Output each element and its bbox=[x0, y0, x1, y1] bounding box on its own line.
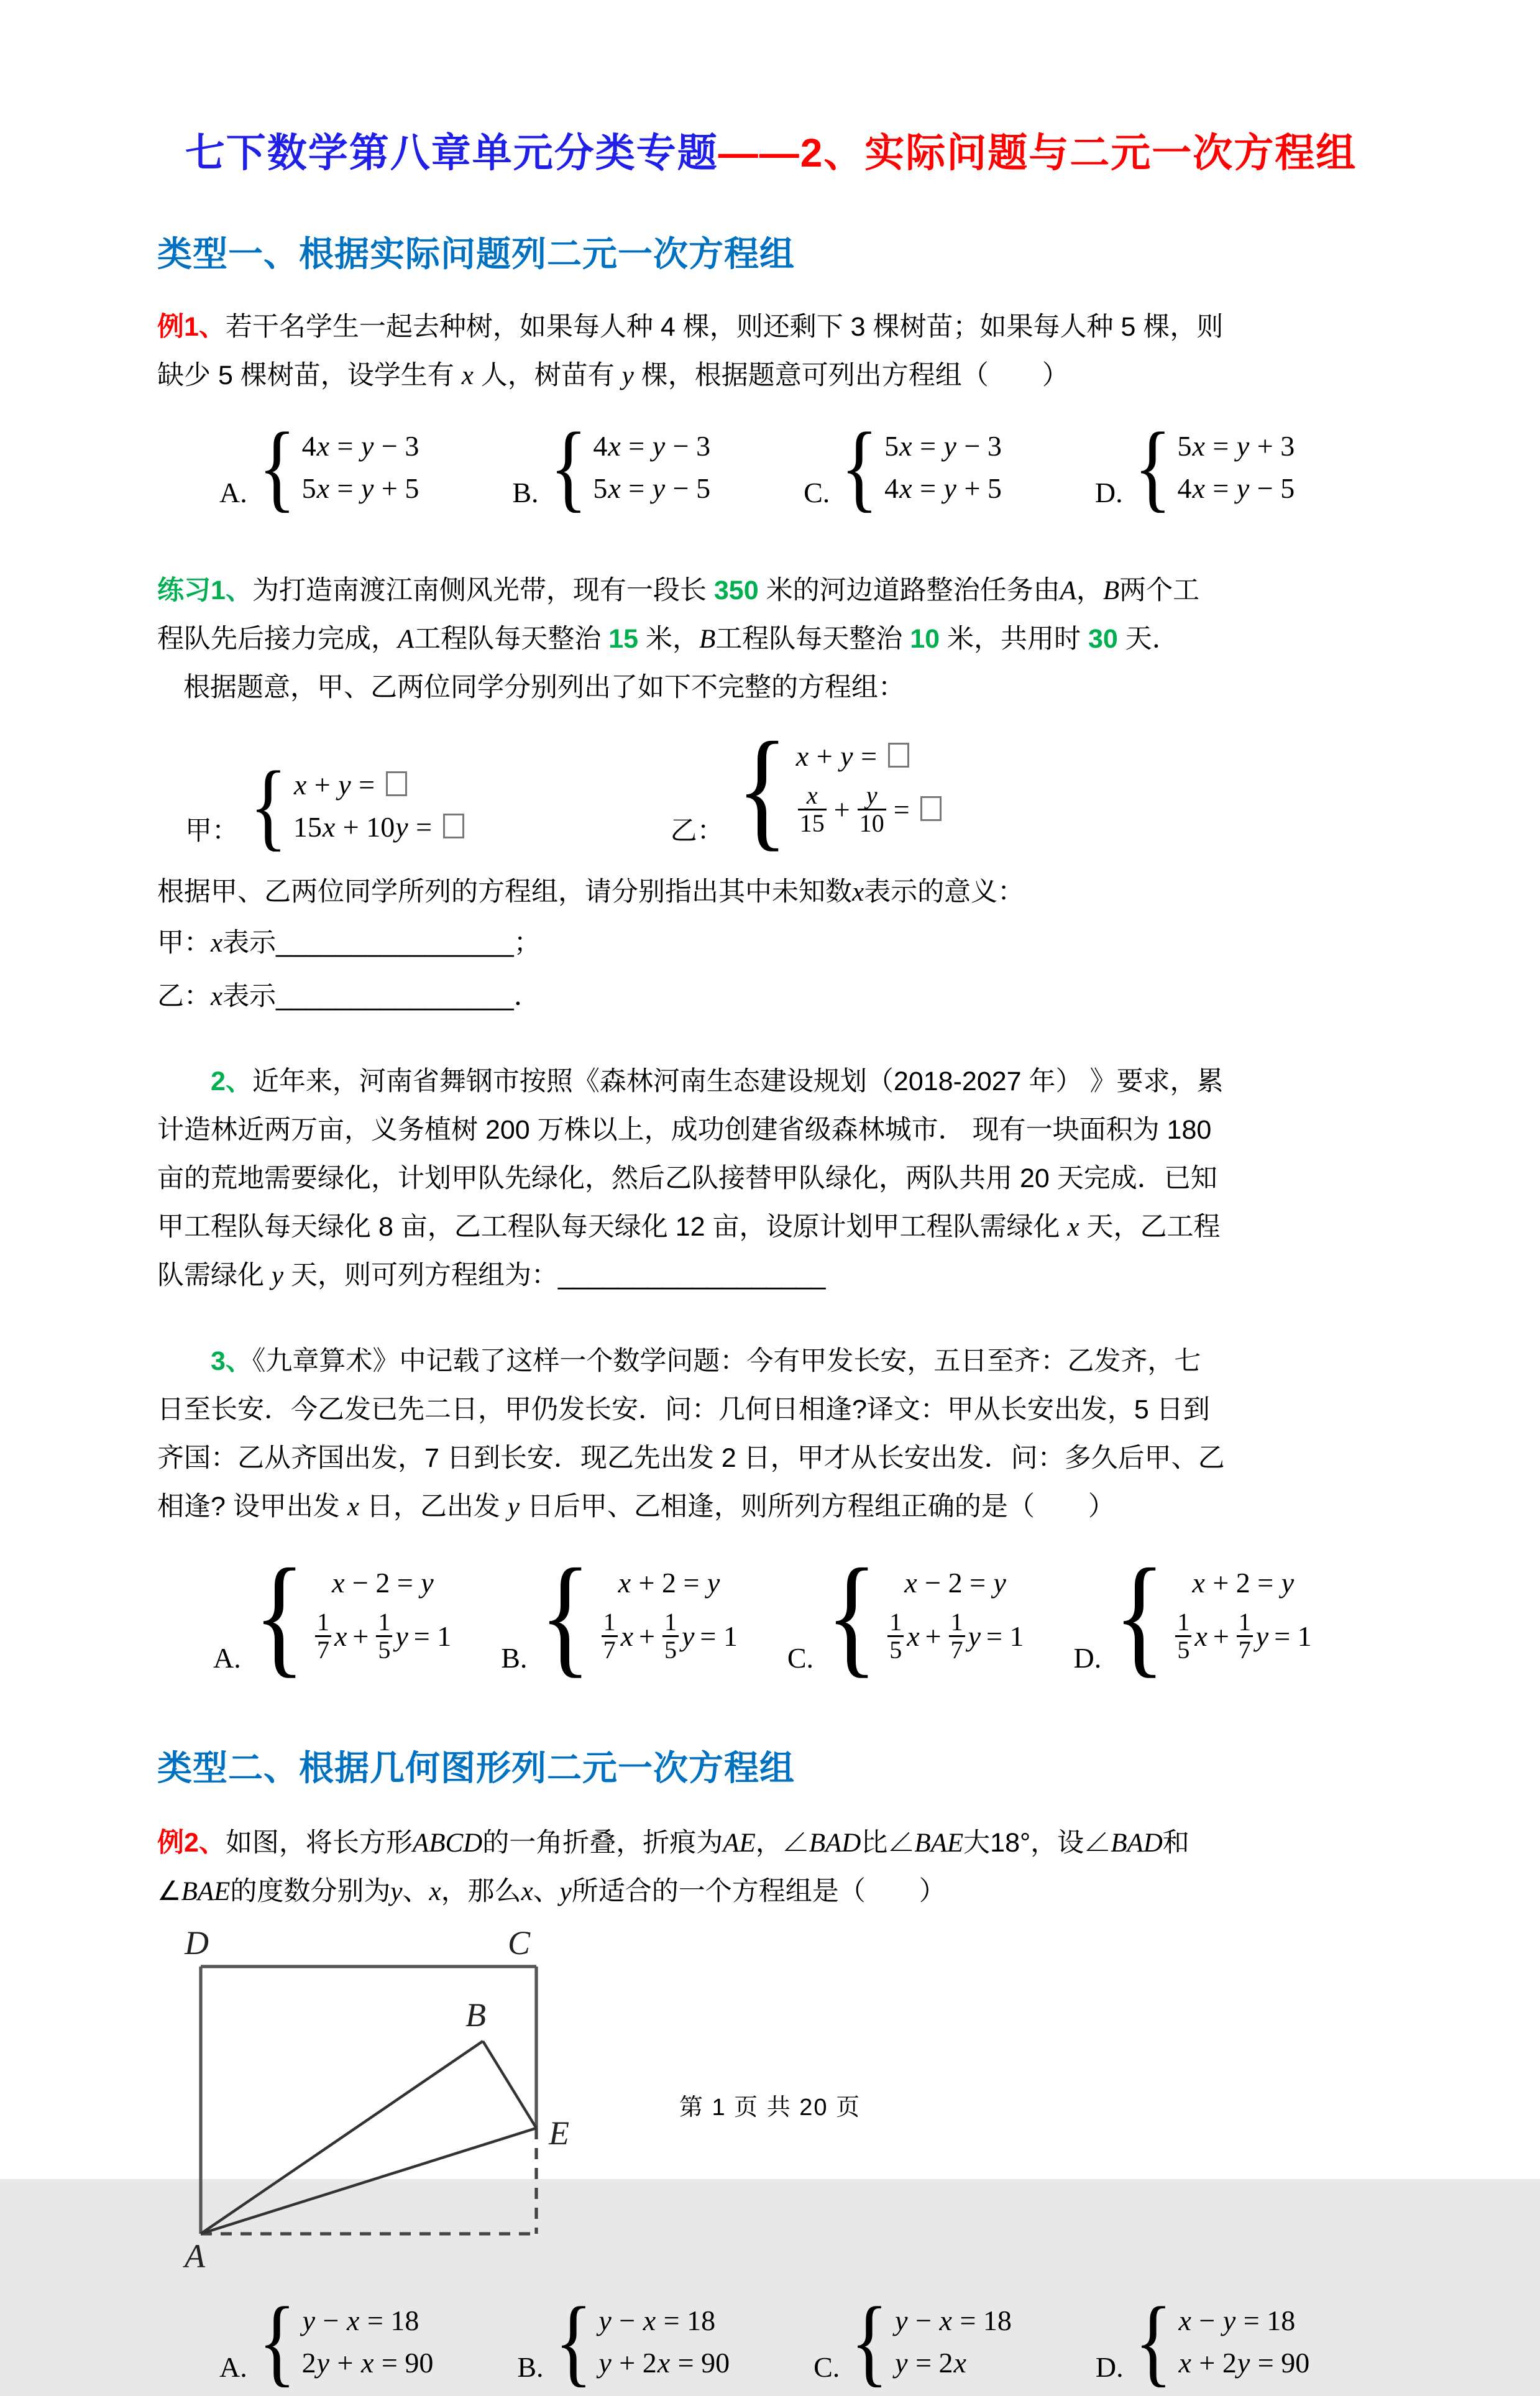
option-label: D. bbox=[1073, 1642, 1102, 1674]
text-line: 例1、若干名学生一起去种树，如果每人种 4 棵，则还剩下 3 棵树苗；如果每人种 5 棵，则 bbox=[157, 312, 1224, 342]
text-line: 亩的荒地需要绿化，计划甲队先绿化，然后乙队接替甲队绿化，两队共用 20 天完成．已知 bbox=[157, 1164, 1217, 1193]
fraction: $\frac{1}{5}$ bbox=[887, 1609, 904, 1663]
option-a bbox=[213, 1541, 452, 1689]
vertex-label-e: E bbox=[549, 2114, 569, 2152]
equation: 15x + 10y = bbox=[293, 811, 465, 843]
answer-blanks bbox=[157, 916, 1385, 1023]
option-label: C. bbox=[804, 477, 830, 508]
text-line: 队需绿化 y 天，则可列方程组为：__________________ bbox=[157, 1260, 826, 1290]
equation: x − 2 = y bbox=[904, 1567, 1006, 1599]
brace-glyph: { bbox=[1134, 413, 1171, 521]
text-line: 计造林近两万亩，义务植树 200 万株以上，成功创建省级森林城市． 现有一块面积为 180 bbox=[157, 1115, 1212, 1145]
option-label: A. bbox=[213, 1642, 241, 1674]
text-line: 相逢? 设甲出发 x 日，乙出发 y 日后甲、乙相逢，则所列方程组正确的是（ ） bbox=[157, 1492, 1115, 1522]
yi-answer-blank: 乙：x表示________________． bbox=[157, 981, 541, 1011]
option-c bbox=[804, 413, 1002, 521]
example2-options bbox=[219, 2287, 1385, 2396]
followup-text bbox=[157, 868, 1385, 916]
fraction: $\frac{x}{15}$ bbox=[798, 783, 827, 837]
fraction: $\frac{1}{7}$ bbox=[1237, 1609, 1253, 1663]
text-line: 日至长安．今乙发已先二日，甲仍发长安．问：几何日相逢?译文：甲从长安出发，5 日到 bbox=[157, 1395, 1210, 1425]
equation-with-fractions: $\frac{1}{5}$ x + $\frac{1}{7}$ y = 1 bbox=[1173, 1609, 1311, 1663]
text-line: ∠BAE的度数分别为y、x，那么x、y所适合的一个方程组是（ ） bbox=[157, 1876, 946, 1906]
text-line: 根据甲、乙两位同学所列的方程组，请分别指出其中未知数x表示的意义： bbox=[157, 877, 1025, 907]
brace-glyph: { bbox=[249, 751, 288, 860]
page-title bbox=[157, 121, 1385, 178]
vertex-label-c: C bbox=[508, 1924, 531, 1962]
equation: 4x = y + 5 bbox=[884, 472, 1002, 504]
brace-glyph: { bbox=[554, 2287, 592, 2396]
example1-options bbox=[219, 413, 1385, 521]
option-b bbox=[501, 1541, 738, 1689]
equation: x + y = bbox=[795, 740, 943, 773]
jia-system bbox=[185, 751, 465, 860]
brace-glyph: { bbox=[850, 2287, 889, 2396]
text-line: 2、近年来，河南省舞钢市按照《森林河南生态建设规划（2018-2027 年） 》要求，累 bbox=[211, 1067, 1224, 1096]
yi-label: 乙： bbox=[670, 816, 724, 846]
equation: y − x = 18 bbox=[598, 2305, 716, 2336]
section1-heading: 类型一、根据实际问题列二元一次方程组 bbox=[157, 234, 795, 273]
option-label: D. bbox=[1095, 2351, 1124, 2383]
brace-glyph: { bbox=[258, 413, 296, 521]
equation: y + 2x = 90 bbox=[598, 2347, 730, 2379]
equation-with-fractions: $\frac{1}{5}$ x + $\frac{1}{7}$ y = 1 bbox=[885, 1609, 1024, 1663]
option-d bbox=[1095, 2287, 1310, 2396]
question3-options bbox=[213, 1541, 1385, 1689]
equation-with-fractions: $\frac{1}{7}$ x + $\frac{1}{5}$ y = 1 bbox=[313, 1609, 451, 1663]
fraction: $\frac{1}{5}$ bbox=[662, 1609, 679, 1663]
page-number-footer: 第 1 页 共 20 页 bbox=[679, 2095, 861, 2121]
text-line: 程队先后接力完成，A工程队每天整治 15 米，B工程队每天整治 10 米，共用时 30 天． bbox=[157, 624, 1179, 654]
text-line: 缺少 5 棵树苗，设学生有 x 人，树苗有 y 棵，根据题意可列出方程组（ ） bbox=[157, 360, 1069, 390]
equation-with-fractions: $\frac{1}{7}$ x + $\frac{1}{5}$ y = 1 bbox=[599, 1609, 738, 1663]
question3-text bbox=[157, 1337, 1385, 1531]
yi-system bbox=[670, 714, 943, 863]
vertex-label-d: D bbox=[185, 1924, 209, 1962]
option-label: A. bbox=[219, 2351, 247, 2383]
brace-glyph: { bbox=[254, 1541, 305, 1689]
section2-heading: 类型二、根据几何图形列二元一次方程组 bbox=[157, 1748, 795, 1788]
fraction: $\frac{1}{5}$ bbox=[1175, 1609, 1191, 1663]
option-a bbox=[219, 413, 419, 521]
equation: 4x = y − 5 bbox=[1177, 472, 1295, 504]
equation: 5x = y + 3 bbox=[1177, 430, 1295, 462]
equation: 4x = y − 3 bbox=[593, 430, 711, 462]
title-red-part: ——2、实际问题与二元一次方程组 bbox=[718, 131, 1357, 175]
equation: 5x = y − 3 bbox=[884, 430, 1002, 462]
equation: y − x = 18 bbox=[302, 2305, 419, 2336]
question2-text bbox=[157, 1057, 1385, 1300]
equation: 4x = y − 3 bbox=[301, 430, 419, 462]
text-line: 齐国：乙从齐国出发，7 日到长安．现乙先出发 2 日，甲才从长安出发．问：多久后甲、乙 bbox=[157, 1443, 1225, 1473]
equation: y = 2x bbox=[895, 2347, 966, 2379]
equation: x + 2 = y bbox=[1192, 1567, 1295, 1599]
brace-glyph: { bbox=[736, 714, 788, 863]
equation: 2y + x = 90 bbox=[301, 2347, 434, 2379]
equation: x + y = bbox=[293, 769, 465, 801]
option-label: C. bbox=[814, 2351, 840, 2383]
brace-glyph: { bbox=[539, 1541, 592, 1689]
option-b bbox=[517, 2287, 730, 2396]
brace-glyph: { bbox=[549, 413, 587, 521]
text-line: 例2、如图，将长方形ABCD的一角折叠，折痕为AE，∠BAD比∠BAE大18°，设∠BAD和 bbox=[157, 1828, 1189, 1858]
equation: 5x = y − 5 bbox=[593, 472, 711, 504]
fraction: $\frac{1}{7}$ bbox=[949, 1609, 965, 1663]
equation: y − x = 18 bbox=[895, 2305, 1012, 2336]
equation: x − 2 = y bbox=[331, 1567, 434, 1599]
vertex-label-b: B bbox=[465, 1996, 486, 2034]
option-d bbox=[1073, 1541, 1312, 1689]
brace-glyph: { bbox=[840, 413, 879, 521]
brace-glyph: { bbox=[1134, 2287, 1172, 2396]
jia-answer-blank: 甲：x表示________________； bbox=[157, 928, 541, 958]
jia-label: 甲： bbox=[185, 816, 239, 846]
option-a bbox=[219, 2287, 434, 2396]
option-label: A. bbox=[219, 477, 247, 508]
practice1-text bbox=[157, 566, 1385, 712]
option-d bbox=[1094, 413, 1295, 521]
brace-glyph: { bbox=[258, 2287, 296, 2396]
option-label: B. bbox=[512, 477, 539, 508]
option-label: B. bbox=[501, 1642, 528, 1674]
fraction: $\frac{1}{5}$ bbox=[376, 1609, 392, 1663]
example1-text bbox=[157, 303, 1385, 400]
option-b bbox=[512, 413, 711, 521]
fraction: $\frac{1}{7}$ bbox=[602, 1609, 618, 1663]
fraction: $\frac{y}{10}$ bbox=[858, 783, 886, 837]
brace-glyph: { bbox=[1114, 1541, 1166, 1689]
fraction: $\frac{1}{7}$ bbox=[315, 1609, 331, 1663]
option-label: B. bbox=[517, 2351, 544, 2383]
text-line: 3、《九章算术》中记载了这样一个数学问题：今有甲发长安，五日至齐：乙发齐，七 bbox=[211, 1346, 1201, 1376]
vertex-label-a: A bbox=[185, 2238, 205, 2275]
equation: 5x = y + 5 bbox=[301, 472, 419, 504]
student-systems bbox=[185, 714, 1385, 863]
brace-glyph: { bbox=[826, 1541, 878, 1689]
option-c bbox=[814, 2287, 1012, 2396]
option-label: C. bbox=[787, 1642, 814, 1674]
equation: x + 2y = 90 bbox=[1178, 2347, 1310, 2379]
example2-text bbox=[157, 1819, 1385, 1916]
equation: x − y = 18 bbox=[1178, 2305, 1296, 2336]
title-blue-part: 七下数学第八章单元分类专题 bbox=[185, 131, 718, 175]
option-label: D. bbox=[1094, 477, 1123, 508]
equation-with-fractions: $\frac{x}{15}$ + $\frac{y}{10}$ = bbox=[795, 783, 943, 837]
text-line: 练习1、为打造南渡江南侧风光带，现有一段长 350 米的河边道路整治任务由A，B两个工 bbox=[157, 576, 1200, 605]
text-line: 甲工程队每天绿化 8 亩，乙工程队每天绿化 12 亩，设原计划甲工程队需绿化 x 天，乙工程 bbox=[157, 1212, 1221, 1242]
text-line: 根据题意，甲、乙两位同学分别列出了如下不完整的方程组： bbox=[183, 672, 905, 702]
option-c bbox=[787, 1541, 1024, 1689]
equation: x + 2 = y bbox=[618, 1567, 720, 1599]
